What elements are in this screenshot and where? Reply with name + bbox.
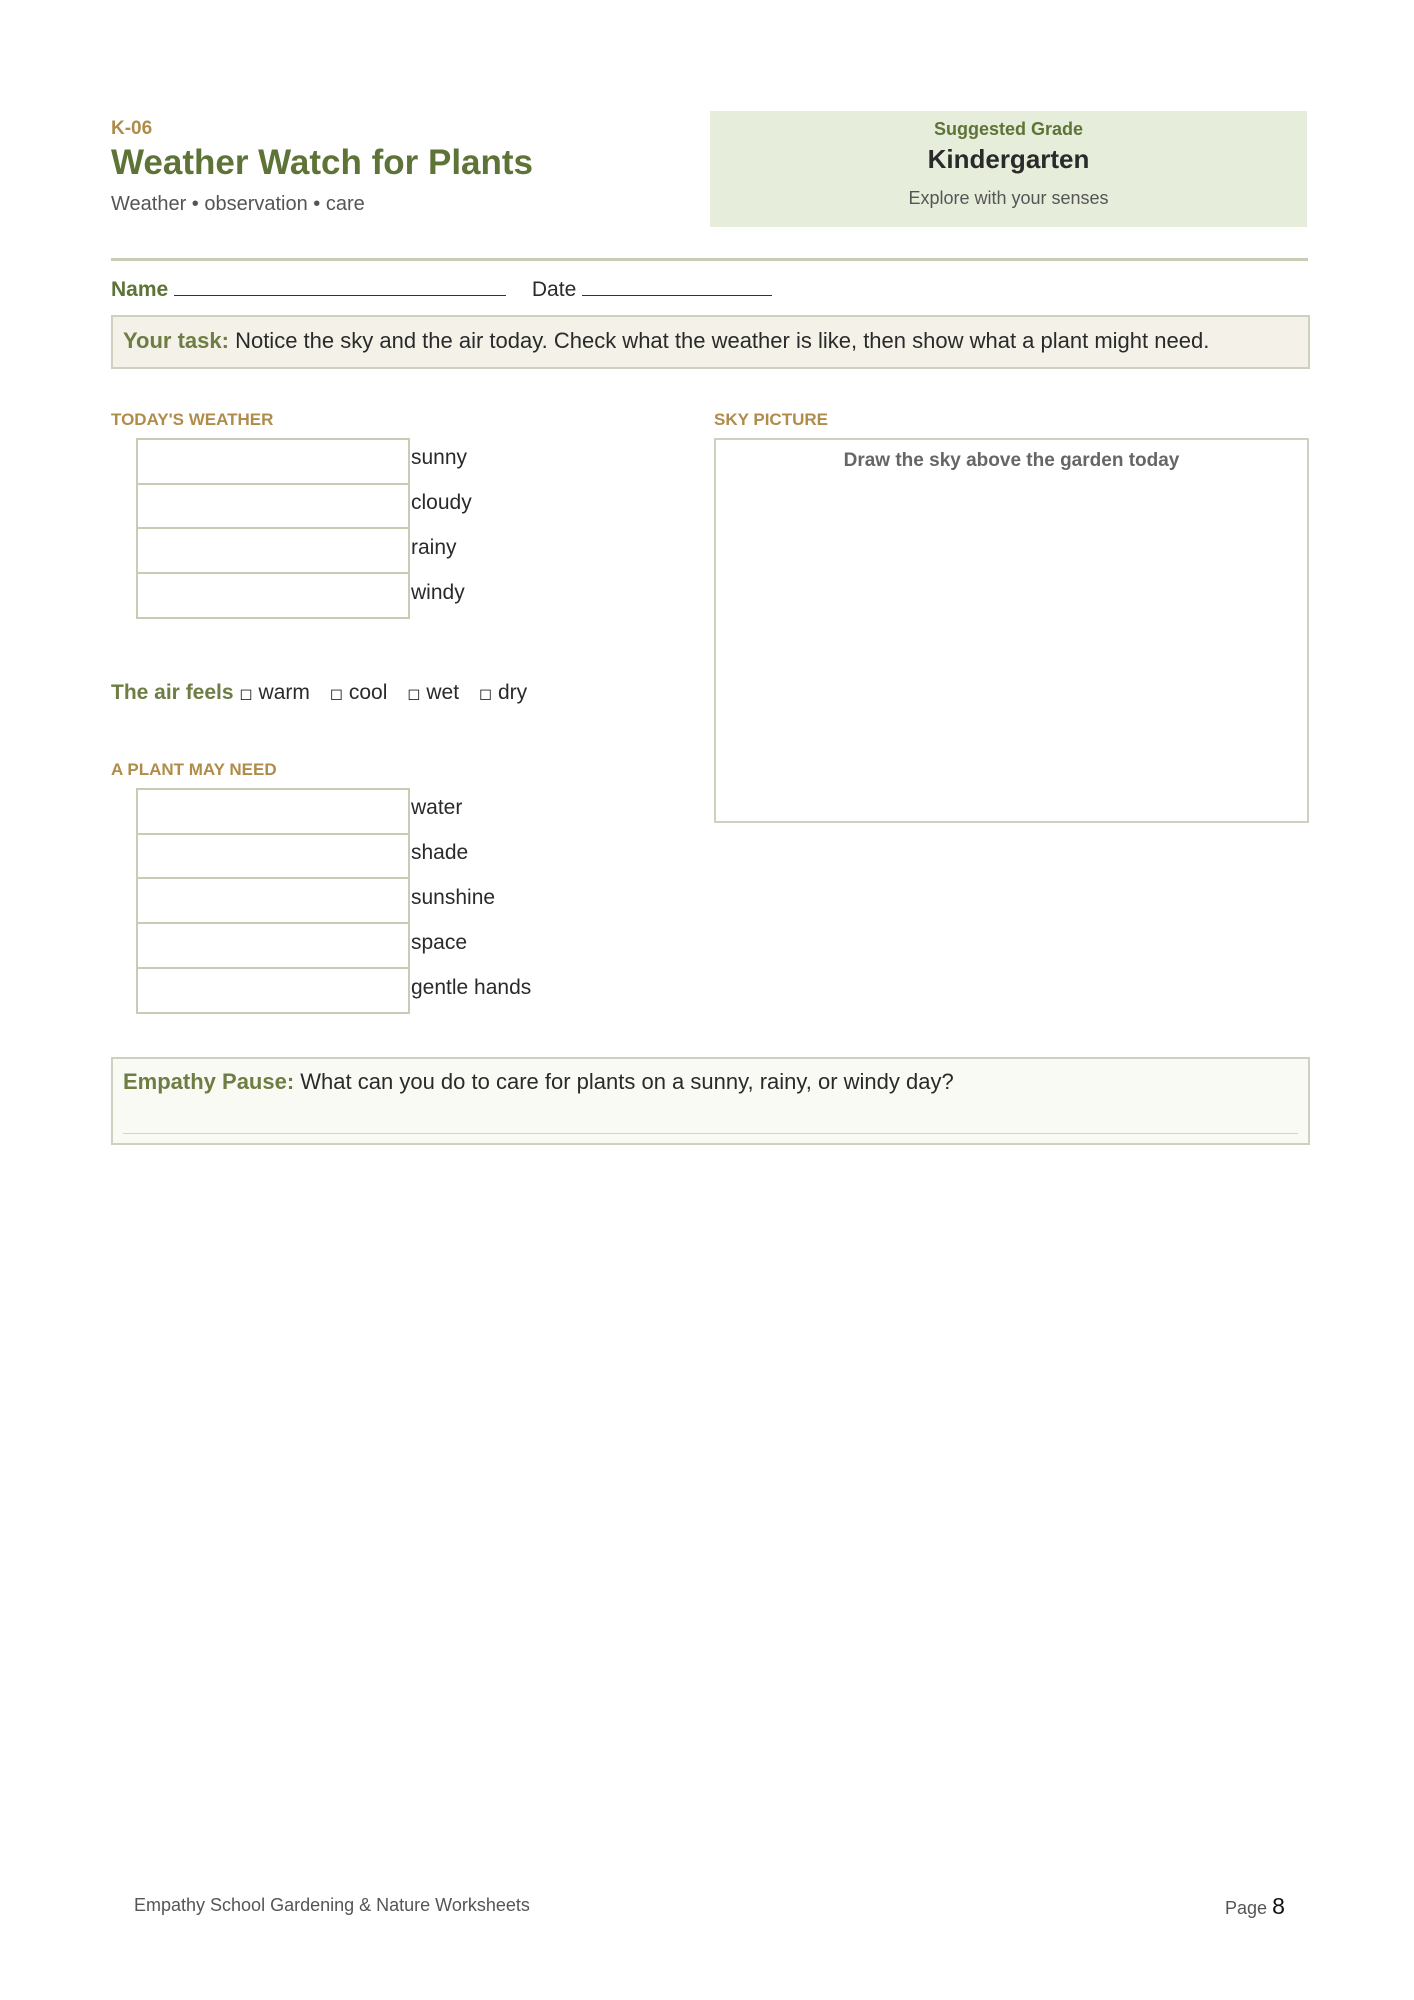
check-box[interactable] [136, 438, 410, 485]
needs-checklist [136, 788, 536, 1013]
footer-publisher: Empathy School Gardening & Nature Worksheets [134, 1895, 530, 1915]
list-item [136, 483, 536, 528]
name-label: Name [111, 278, 169, 301]
empathy-label: Empathy Pause: [123, 1069, 295, 1094]
check-box[interactable] [136, 573, 410, 619]
worksheet-title: Weather Watch for Plants [111, 143, 534, 182]
air-label: The air feels [111, 681, 234, 704]
weather-checklist [136, 438, 536, 618]
need-option: water [411, 796, 463, 819]
checkbox-icon: ◻ [407, 686, 421, 703]
check-box[interactable] [136, 878, 410, 924]
worksheet-subtitle: Weather • observation • care [111, 193, 365, 215]
weather-section-title: TODAY'S WEATHER [111, 410, 274, 429]
task-text: Notice the sky and the air today. Check what the weather is like, then show what a plant might need. [228, 328, 1210, 353]
grade-value: Kindergarten [927, 144, 1090, 174]
air-option[interactable]: ◻ cool [329, 681, 388, 704]
page-label: Page [1225, 1898, 1268, 1918]
worksheet-code: K-06 [111, 118, 153, 139]
checkbox-icon: ◻ [239, 686, 253, 703]
list-item [136, 923, 536, 968]
air-option[interactable]: ◻ dry [478, 681, 528, 704]
name-field[interactable] [174, 277, 506, 296]
task-box [111, 315, 1310, 369]
list-item [136, 788, 536, 833]
page-number [1225, 1893, 1285, 1920]
need-option: sunshine [411, 886, 496, 909]
air-option[interactable]: ◻ warm [239, 681, 310, 704]
air-feels-row [111, 681, 541, 705]
need-option: gentle hands [411, 976, 532, 999]
list-item [136, 878, 536, 923]
date-label: Date [531, 278, 577, 301]
sky-section-title: SKY PICTURE [714, 410, 828, 429]
list-item [136, 528, 536, 573]
grade-panel [710, 111, 1307, 227]
check-box[interactable] [136, 923, 410, 969]
name-date-row [111, 277, 772, 302]
weather-option: windy [411, 581, 465, 604]
check-box[interactable] [136, 483, 410, 529]
empathy-question: What can you do to care for plants on a sunny, rainy, or windy day? [294, 1069, 954, 1094]
list-item [136, 573, 536, 618]
check-box[interactable] [136, 833, 410, 879]
checkbox-icon: ◻ [478, 686, 493, 703]
list-item [136, 833, 536, 878]
weather-option: sunny [411, 446, 468, 469]
page-number-value: 8 [1272, 1893, 1285, 1919]
date-field[interactable] [582, 277, 772, 296]
needs-section-title: A PLANT MAY NEED [111, 760, 277, 779]
sky-drawing-area[interactable] [714, 438, 1309, 823]
list-item [136, 968, 536, 1013]
check-box[interactable] [136, 788, 410, 835]
answer-line[interactable] [123, 1133, 1298, 1134]
weather-option: cloudy [411, 491, 472, 514]
need-option: space [411, 931, 468, 954]
check-box[interactable] [136, 968, 410, 1014]
task-label: Your task: [123, 328, 229, 353]
header-divider [111, 258, 1308, 261]
check-box[interactable] [136, 528, 410, 574]
empathy-box [111, 1057, 1310, 1145]
list-item [136, 438, 536, 483]
grade-label: Suggested Grade [933, 119, 1084, 139]
grade-note: Explore with your senses [908, 188, 1109, 208]
air-option[interactable]: ◻ wet [407, 681, 460, 704]
sky-caption: Draw the sky above the garden today [843, 450, 1180, 471]
weather-option: rainy [411, 536, 457, 559]
need-option: shade [411, 841, 469, 864]
checkbox-icon: ◻ [329, 686, 343, 703]
